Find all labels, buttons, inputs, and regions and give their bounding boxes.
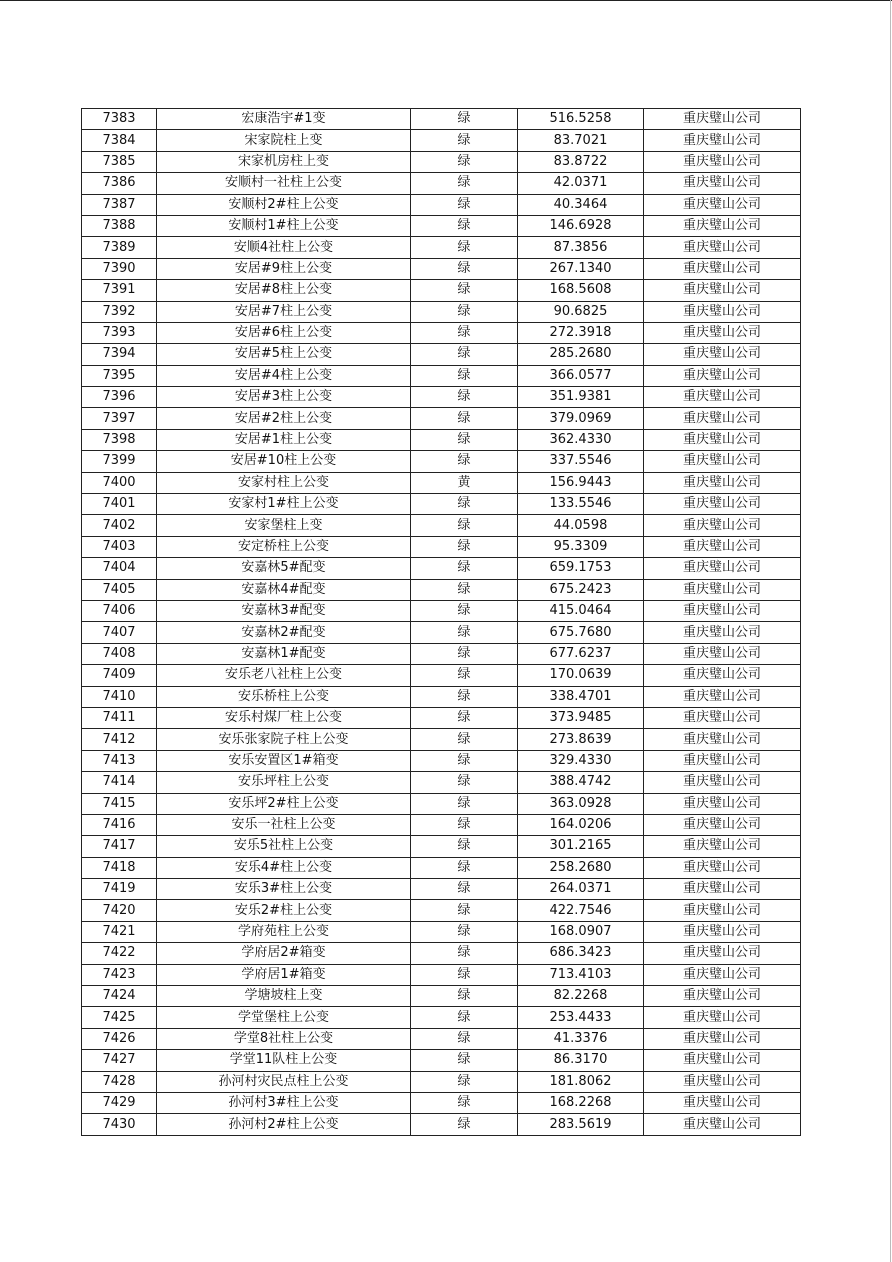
- status-cell: 绿: [411, 387, 518, 408]
- row-id-cell: 7405: [82, 579, 157, 600]
- transformer-name-cell: 学堂8社柱上公变: [157, 1028, 411, 1049]
- table-row: [82, 729, 801, 750]
- value-cell: 156.9443: [518, 472, 644, 493]
- company-cell: 重庆璧山公司: [644, 536, 801, 557]
- transformer-name-cell: 安居#10柱上公变: [157, 451, 411, 472]
- company-cell: 重庆璧山公司: [644, 301, 801, 322]
- row-id-cell: 7415: [82, 793, 157, 814]
- table-row: [82, 151, 801, 172]
- transformer-name-cell: 安乐张家院子柱上公变: [157, 729, 411, 750]
- transformer-name-cell: 安顺村2#柱上公变: [157, 194, 411, 215]
- transformer-name-cell: 安嘉林5#配变: [157, 558, 411, 579]
- status-cell: 绿: [411, 643, 518, 664]
- status-cell: 绿: [411, 600, 518, 621]
- transformer-name-cell: 安乐老八社柱上公变: [157, 665, 411, 686]
- company-cell: 重庆璧山公司: [644, 643, 801, 664]
- status-cell: 绿: [411, 536, 518, 557]
- company-cell: 重庆璧山公司: [644, 579, 801, 600]
- row-id-cell: 7394: [82, 344, 157, 365]
- status-cell: 绿: [411, 921, 518, 942]
- status-cell: 绿: [411, 1071, 518, 1092]
- transformer-name-cell: 安家村柱上公变: [157, 472, 411, 493]
- status-cell: 绿: [411, 750, 518, 771]
- table-row: [82, 665, 801, 686]
- row-id-cell: 7414: [82, 772, 157, 793]
- value-cell: 338.4701: [518, 686, 644, 707]
- value-cell: 170.0639: [518, 665, 644, 686]
- transformer-name-cell: 学堂堡柱上公变: [157, 1007, 411, 1028]
- table-row: [82, 793, 801, 814]
- company-cell: 重庆璧山公司: [644, 194, 801, 215]
- status-cell: 绿: [411, 173, 518, 194]
- value-cell: 253.4433: [518, 1007, 644, 1028]
- row-id-cell: 7426: [82, 1028, 157, 1049]
- company-cell: 重庆璧山公司: [644, 451, 801, 472]
- status-cell: 绿: [411, 109, 518, 130]
- table-row: [82, 622, 801, 643]
- value-cell: 146.6928: [518, 215, 644, 236]
- value-cell: 181.8062: [518, 1071, 644, 1092]
- transformer-name-cell: 安乐村煤厂柱上公变: [157, 707, 411, 728]
- row-id-cell: 7388: [82, 215, 157, 236]
- status-cell: 绿: [411, 322, 518, 343]
- row-id-cell: 7410: [82, 686, 157, 707]
- transformer-name-cell: 安乐4#柱上公变: [157, 857, 411, 878]
- table-row: [82, 750, 801, 771]
- value-cell: 379.0969: [518, 408, 644, 429]
- table-row: [82, 322, 801, 343]
- transformer-name-cell: 安居#8柱上公变: [157, 280, 411, 301]
- row-id-cell: 7401: [82, 494, 157, 515]
- company-cell: 重庆璧山公司: [644, 258, 801, 279]
- company-cell: 重庆璧山公司: [644, 280, 801, 301]
- transformer-name-cell: 学塘坡柱上变: [157, 986, 411, 1007]
- table-row: [82, 879, 801, 900]
- row-id-cell: 7430: [82, 1114, 157, 1135]
- company-cell: 重庆璧山公司: [644, 707, 801, 728]
- table-row: [82, 451, 801, 472]
- value-cell: 329.4330: [518, 750, 644, 771]
- transformer-name-cell: 孙河村2#柱上公变: [157, 1114, 411, 1135]
- status-cell: 绿: [411, 814, 518, 835]
- company-cell: 重庆璧山公司: [644, 1028, 801, 1049]
- row-id-cell: 7399: [82, 451, 157, 472]
- status-cell: 绿: [411, 665, 518, 686]
- company-cell: 重庆璧山公司: [644, 365, 801, 386]
- transformer-name-cell: 安居#1柱上公变: [157, 429, 411, 450]
- transformer-name-cell: 安乐一社柱上公变: [157, 814, 411, 835]
- company-cell: 重庆璧山公司: [644, 793, 801, 814]
- table-row: [82, 344, 801, 365]
- status-cell: 绿: [411, 301, 518, 322]
- status-cell: 黄: [411, 472, 518, 493]
- company-cell: 重庆璧山公司: [644, 344, 801, 365]
- table-row: [82, 301, 801, 322]
- row-id-cell: 7412: [82, 729, 157, 750]
- table-row: [82, 408, 801, 429]
- top-border-line: [0, 0, 892, 1]
- row-id-cell: 7397: [82, 408, 157, 429]
- row-id-cell: 7383: [82, 109, 157, 130]
- status-cell: 绿: [411, 365, 518, 386]
- row-id-cell: 7418: [82, 857, 157, 878]
- transformer-name-cell: 孙河村灾民点柱上公变: [157, 1071, 411, 1092]
- company-cell: 重庆璧山公司: [644, 472, 801, 493]
- value-cell: 168.2268: [518, 1092, 644, 1113]
- value-cell: 164.0206: [518, 814, 644, 835]
- company-cell: 重庆璧山公司: [644, 558, 801, 579]
- company-cell: 重庆璧山公司: [644, 729, 801, 750]
- status-cell: 绿: [411, 1114, 518, 1135]
- value-cell: 264.0371: [518, 879, 644, 900]
- company-cell: 重庆璧山公司: [644, 772, 801, 793]
- value-cell: 44.0598: [518, 515, 644, 536]
- table-row: [82, 964, 801, 985]
- status-cell: 绿: [411, 1050, 518, 1071]
- company-cell: 重庆璧山公司: [644, 964, 801, 985]
- transformer-name-cell: 安嘉林3#配变: [157, 600, 411, 621]
- company-cell: 重庆璧山公司: [644, 665, 801, 686]
- company-cell: 重庆璧山公司: [644, 387, 801, 408]
- value-cell: 87.3856: [518, 237, 644, 258]
- company-cell: 重庆璧山公司: [644, 943, 801, 964]
- company-cell: 重庆璧山公司: [644, 1114, 801, 1135]
- status-cell: 绿: [411, 793, 518, 814]
- row-id-cell: 7404: [82, 558, 157, 579]
- value-cell: 351.9381: [518, 387, 644, 408]
- row-id-cell: 7402: [82, 515, 157, 536]
- table-row: [82, 707, 801, 728]
- table-row: [82, 986, 801, 1007]
- transformer-name-cell: 安乐坪柱上公变: [157, 772, 411, 793]
- table-row: [82, 686, 801, 707]
- status-cell: 绿: [411, 622, 518, 643]
- transformer-name-cell: 安居#7柱上公变: [157, 301, 411, 322]
- table-row: [82, 365, 801, 386]
- transformer-name-cell: 安嘉林4#配变: [157, 579, 411, 600]
- transformer-name-cell: 安顺村1#柱上公变: [157, 215, 411, 236]
- status-cell: 绿: [411, 258, 518, 279]
- status-cell: 绿: [411, 900, 518, 921]
- company-cell: 重庆璧山公司: [644, 237, 801, 258]
- transformer-name-cell: 学府苑柱上公变: [157, 921, 411, 942]
- value-cell: 41.3376: [518, 1028, 644, 1049]
- value-cell: 388.4742: [518, 772, 644, 793]
- row-id-cell: 7413: [82, 750, 157, 771]
- status-cell: 绿: [411, 151, 518, 172]
- value-cell: 677.6237: [518, 643, 644, 664]
- row-id-cell: 7392: [82, 301, 157, 322]
- status-cell: 绿: [411, 836, 518, 857]
- row-id-cell: 7406: [82, 600, 157, 621]
- table-row: [82, 772, 801, 793]
- table-row: [82, 643, 801, 664]
- transformer-name-cell: 安乐坪2#柱上公变: [157, 793, 411, 814]
- status-cell: 绿: [411, 215, 518, 236]
- value-cell: 272.3918: [518, 322, 644, 343]
- row-id-cell: 7421: [82, 921, 157, 942]
- company-cell: 重庆璧山公司: [644, 986, 801, 1007]
- table-row: [82, 515, 801, 536]
- value-cell: 422.7546: [518, 900, 644, 921]
- value-cell: 82.2268: [518, 986, 644, 1007]
- row-id-cell: 7425: [82, 1007, 157, 1028]
- transformer-name-cell: 安嘉林2#配变: [157, 622, 411, 643]
- row-id-cell: 7389: [82, 237, 157, 258]
- transformer-name-cell: 学堂11队柱上公变: [157, 1050, 411, 1071]
- transformer-name-cell: 孙河村3#柱上公变: [157, 1092, 411, 1113]
- status-cell: 绿: [411, 579, 518, 600]
- company-cell: 重庆璧山公司: [644, 750, 801, 771]
- transformer-name-cell: 宋家机房柱上变: [157, 151, 411, 172]
- company-cell: 重庆璧山公司: [644, 515, 801, 536]
- status-cell: 绿: [411, 237, 518, 258]
- table-row: [82, 1092, 801, 1113]
- row-id-cell: 7409: [82, 665, 157, 686]
- row-id-cell: 7420: [82, 900, 157, 921]
- table-row: [82, 429, 801, 450]
- company-cell: 重庆璧山公司: [644, 109, 801, 130]
- company-cell: 重庆璧山公司: [644, 1092, 801, 1113]
- table-row: [82, 921, 801, 942]
- company-cell: 重庆璧山公司: [644, 429, 801, 450]
- table-row: [82, 857, 801, 878]
- table-row: [82, 280, 801, 301]
- table-row: [82, 1007, 801, 1028]
- transformer-name-cell: 安居#2柱上公变: [157, 408, 411, 429]
- status-cell: 绿: [411, 515, 518, 536]
- transformer-name-cell: 安居#3柱上公变: [157, 387, 411, 408]
- status-cell: 绿: [411, 707, 518, 728]
- company-cell: 重庆璧山公司: [644, 173, 801, 194]
- value-cell: 42.0371: [518, 173, 644, 194]
- status-cell: 绿: [411, 344, 518, 365]
- value-cell: 363.0928: [518, 793, 644, 814]
- status-cell: 绿: [411, 558, 518, 579]
- row-id-cell: 7419: [82, 879, 157, 900]
- table-row: [82, 494, 801, 515]
- company-cell: 重庆璧山公司: [644, 600, 801, 621]
- table-row: [82, 472, 801, 493]
- table-row: [82, 237, 801, 258]
- row-id-cell: 7427: [82, 1050, 157, 1071]
- row-id-cell: 7385: [82, 151, 157, 172]
- table-row: [82, 215, 801, 236]
- value-cell: 337.5546: [518, 451, 644, 472]
- row-id-cell: 7423: [82, 964, 157, 985]
- row-id-cell: 7390: [82, 258, 157, 279]
- value-cell: 362.4330: [518, 429, 644, 450]
- transformer-name-cell: 安乐5社柱上公变: [157, 836, 411, 857]
- transformer-name-cell: 安乐桥柱上公变: [157, 686, 411, 707]
- table-body: [82, 109, 801, 1136]
- transformer-name-cell: 安定桥柱上公变: [157, 536, 411, 557]
- status-cell: 绿: [411, 408, 518, 429]
- row-id-cell: 7403: [82, 536, 157, 557]
- value-cell: 83.8722: [518, 151, 644, 172]
- transformer-name-cell: 安嘉林1#配变: [157, 643, 411, 664]
- row-id-cell: 7386: [82, 173, 157, 194]
- table-row: [82, 836, 801, 857]
- table-row: [82, 943, 801, 964]
- company-cell: 重庆璧山公司: [644, 1007, 801, 1028]
- row-id-cell: 7411: [82, 707, 157, 728]
- row-id-cell: 7395: [82, 365, 157, 386]
- table-row: [82, 1071, 801, 1092]
- row-id-cell: 7391: [82, 280, 157, 301]
- value-cell: 713.4103: [518, 964, 644, 985]
- value-cell: 659.1753: [518, 558, 644, 579]
- table-row: [82, 1050, 801, 1071]
- company-cell: 重庆璧山公司: [644, 921, 801, 942]
- right-border-line: [890, 0, 891, 1262]
- transformer-table: [81, 108, 801, 1136]
- transformer-name-cell: 宏康浩宇#1变: [157, 109, 411, 130]
- transformer-name-cell: 学府居2#箱变: [157, 943, 411, 964]
- status-cell: 绿: [411, 729, 518, 750]
- status-cell: 绿: [411, 280, 518, 301]
- value-cell: 168.5608: [518, 280, 644, 301]
- company-cell: 重庆璧山公司: [644, 322, 801, 343]
- company-cell: 重庆璧山公司: [644, 686, 801, 707]
- company-cell: 重庆璧山公司: [644, 494, 801, 515]
- status-cell: 绿: [411, 451, 518, 472]
- status-cell: 绿: [411, 1007, 518, 1028]
- table-row: [82, 600, 801, 621]
- table-row: [82, 900, 801, 921]
- row-id-cell: 7407: [82, 622, 157, 643]
- value-cell: 86.3170: [518, 1050, 644, 1071]
- row-id-cell: 7400: [82, 472, 157, 493]
- transformer-name-cell: 安家村1#柱上公变: [157, 494, 411, 515]
- value-cell: 83.7021: [518, 130, 644, 151]
- transformer-name-cell: 安乐2#柱上公变: [157, 900, 411, 921]
- table-row: [82, 194, 801, 215]
- transformer-name-cell: 安顺4社柱上公变: [157, 237, 411, 258]
- table-row: [82, 536, 801, 557]
- value-cell: 675.2423: [518, 579, 644, 600]
- table-row: [82, 387, 801, 408]
- table-row: [82, 579, 801, 600]
- value-cell: 301.2165: [518, 836, 644, 857]
- status-cell: 绿: [411, 429, 518, 450]
- status-cell: 绿: [411, 964, 518, 985]
- row-id-cell: 7428: [82, 1071, 157, 1092]
- value-cell: 675.7680: [518, 622, 644, 643]
- value-cell: 168.0907: [518, 921, 644, 942]
- company-cell: 重庆璧山公司: [644, 836, 801, 857]
- transformer-name-cell: 安居#5柱上公变: [157, 344, 411, 365]
- row-id-cell: 7408: [82, 643, 157, 664]
- status-cell: 绿: [411, 1028, 518, 1049]
- company-cell: 重庆璧山公司: [644, 215, 801, 236]
- value-cell: 90.6825: [518, 301, 644, 322]
- status-cell: 绿: [411, 943, 518, 964]
- transformer-name-cell: 安居#4柱上公变: [157, 365, 411, 386]
- row-id-cell: 7422: [82, 943, 157, 964]
- table-row: [82, 558, 801, 579]
- table-row: [82, 814, 801, 835]
- value-cell: 283.5619: [518, 1114, 644, 1135]
- transformer-name-cell: 安居#9柱上公变: [157, 258, 411, 279]
- status-cell: 绿: [411, 1092, 518, 1113]
- row-id-cell: 7416: [82, 814, 157, 835]
- transformer-name-cell: 安顺村一社柱上公变: [157, 173, 411, 194]
- value-cell: 267.1340: [518, 258, 644, 279]
- row-id-cell: 7398: [82, 429, 157, 450]
- row-id-cell: 7417: [82, 836, 157, 857]
- transformer-name-cell: 安乐3#柱上公变: [157, 879, 411, 900]
- status-cell: 绿: [411, 772, 518, 793]
- transformer-name-cell: 宋家院柱上变: [157, 130, 411, 151]
- company-cell: 重庆璧山公司: [644, 130, 801, 151]
- status-cell: 绿: [411, 857, 518, 878]
- table-row: [82, 130, 801, 151]
- transformer-name-cell: 安家堡柱上变: [157, 515, 411, 536]
- table-row: [82, 109, 801, 130]
- table-row: [82, 1028, 801, 1049]
- value-cell: 373.9485: [518, 707, 644, 728]
- status-cell: 绿: [411, 494, 518, 515]
- company-cell: 重庆璧山公司: [644, 408, 801, 429]
- status-cell: 绿: [411, 130, 518, 151]
- value-cell: 516.5258: [518, 109, 644, 130]
- status-cell: 绿: [411, 986, 518, 1007]
- company-cell: 重庆璧山公司: [644, 1050, 801, 1071]
- company-cell: 重庆璧山公司: [644, 622, 801, 643]
- row-id-cell: 7393: [82, 322, 157, 343]
- value-cell: 415.0464: [518, 600, 644, 621]
- value-cell: 285.2680: [518, 344, 644, 365]
- company-cell: 重庆璧山公司: [644, 814, 801, 835]
- value-cell: 686.3423: [518, 943, 644, 964]
- company-cell: 重庆璧山公司: [644, 151, 801, 172]
- value-cell: 366.0577: [518, 365, 644, 386]
- status-cell: 绿: [411, 194, 518, 215]
- row-id-cell: 7429: [82, 1092, 157, 1113]
- value-cell: 273.8639: [518, 729, 644, 750]
- value-cell: 40.3464: [518, 194, 644, 215]
- status-cell: 绿: [411, 879, 518, 900]
- company-cell: 重庆璧山公司: [644, 900, 801, 921]
- table-row: [82, 1114, 801, 1135]
- row-id-cell: 7396: [82, 387, 157, 408]
- status-cell: 绿: [411, 686, 518, 707]
- transformer-name-cell: 安居#6柱上公变: [157, 322, 411, 343]
- table-row: [82, 173, 801, 194]
- table-row: [82, 258, 801, 279]
- transformer-name-cell: 学府居1#箱变: [157, 964, 411, 985]
- company-cell: 重庆璧山公司: [644, 1071, 801, 1092]
- company-cell: 重庆璧山公司: [644, 857, 801, 878]
- transformer-name-cell: 安乐安置区1#箱变: [157, 750, 411, 771]
- value-cell: 95.3309: [518, 536, 644, 557]
- row-id-cell: 7424: [82, 986, 157, 1007]
- row-id-cell: 7384: [82, 130, 157, 151]
- row-id-cell: 7387: [82, 194, 157, 215]
- value-cell: 133.5546: [518, 494, 644, 515]
- company-cell: 重庆璧山公司: [644, 879, 801, 900]
- value-cell: 258.2680: [518, 857, 644, 878]
